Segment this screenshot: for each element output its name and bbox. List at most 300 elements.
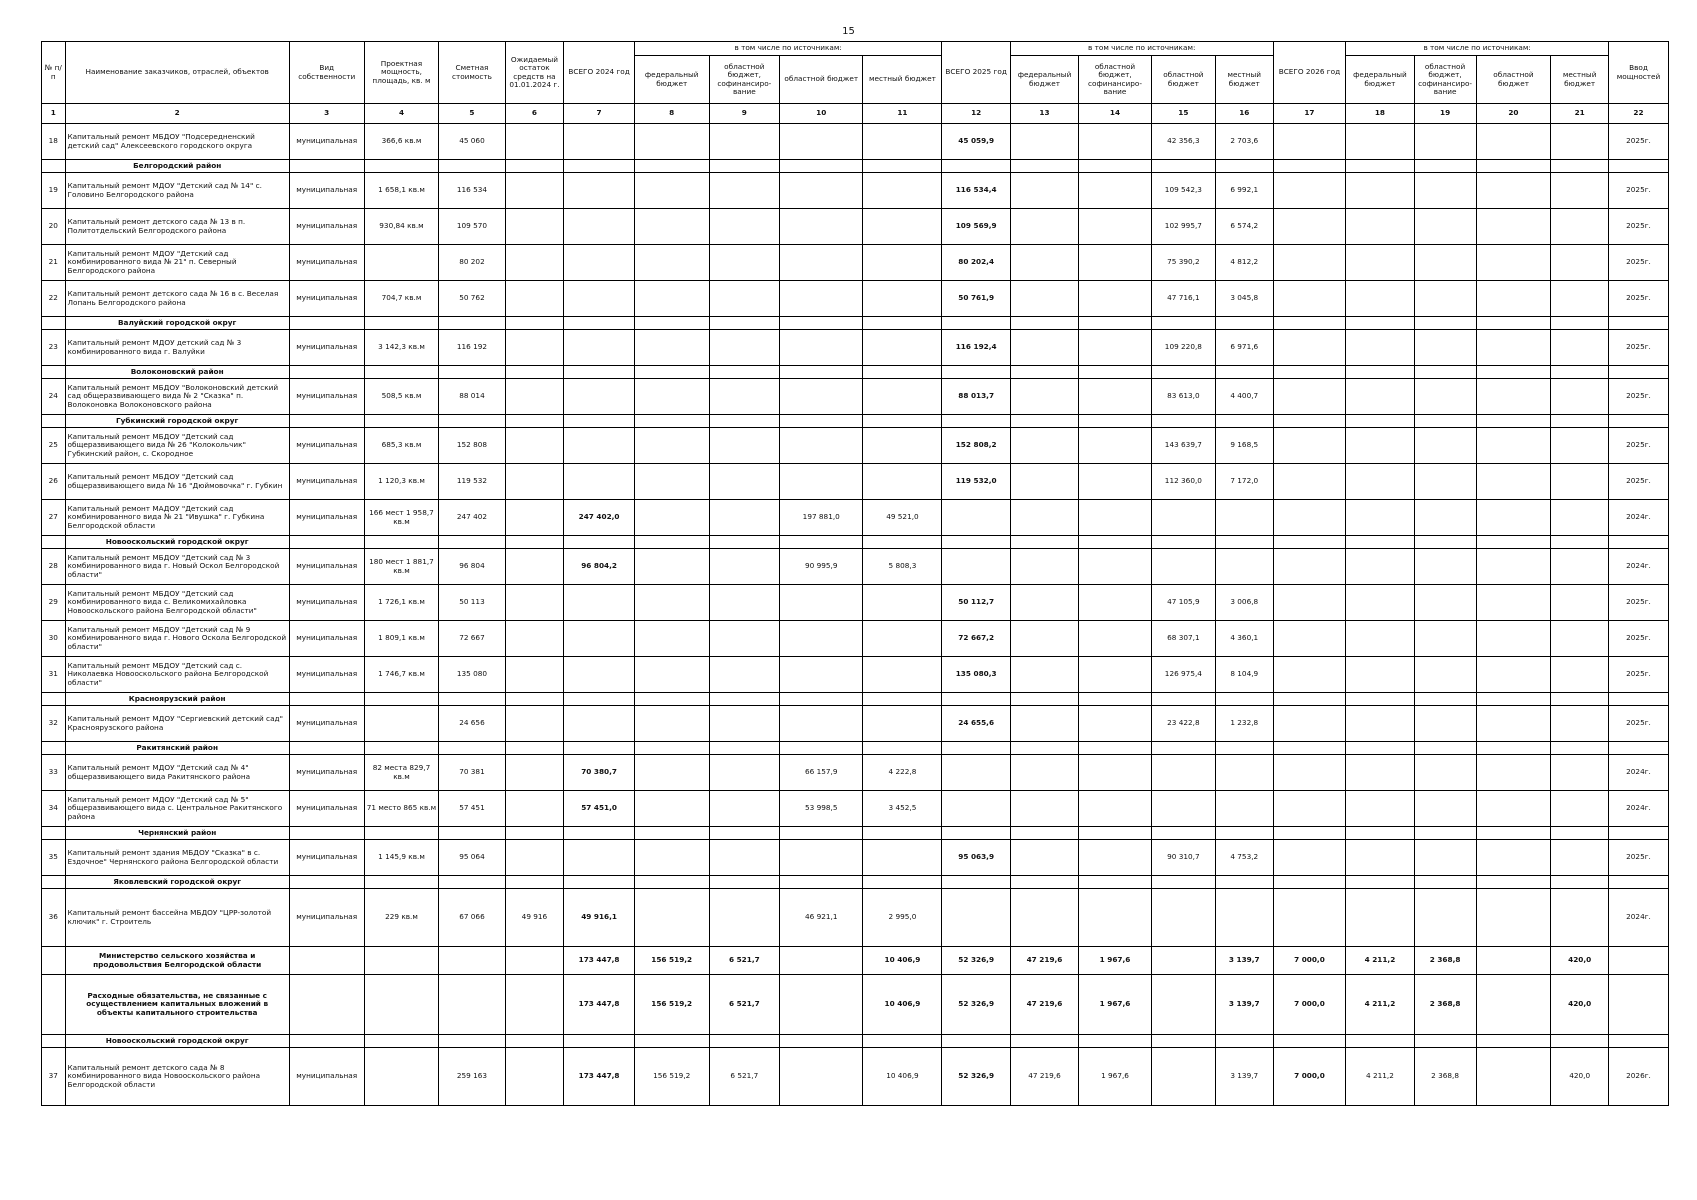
header-capacity: Проектная мощность, площадь, кв. м	[364, 42, 439, 104]
table-cell	[1414, 693, 1476, 706]
amount-cell	[634, 549, 709, 585]
object-name: Капитальный ремонт детского сада № 16 в с. Веселая Лопань Белгородского района	[65, 281, 289, 317]
intro-year-cell: 2025г.	[1609, 657, 1669, 693]
amount-cell	[634, 791, 709, 827]
amount-cell	[1414, 657, 1476, 693]
amount-cell: 80 202,4	[942, 245, 1010, 281]
object-name: Капитальный ремонт МБДОУ "Волоконовский детский сад общеразвивающего вида № 2 "Сказка" п. Волоконовка Волоконовского района	[65, 379, 289, 415]
ownership-cell: муниципальная	[289, 209, 364, 245]
amount-cell	[1346, 173, 1414, 209]
table-cell	[1151, 742, 1215, 755]
amount-cell	[1273, 549, 1346, 585]
table-cell	[1609, 1035, 1669, 1048]
amount-cell	[1414, 755, 1476, 791]
amount-cell	[1476, 1048, 1551, 1106]
amount-cell: 83 613,0	[1151, 379, 1215, 415]
table-cell	[564, 1035, 635, 1048]
table-cell	[1476, 366, 1551, 379]
amount-cell: 143 639,7	[1151, 428, 1215, 464]
table-cell	[364, 160, 439, 173]
remainder-cell	[505, 657, 564, 693]
amount-cell: 112 360,0	[1151, 464, 1215, 500]
amount-cell	[1079, 889, 1152, 947]
amount-cell	[634, 428, 709, 464]
table-cell	[1346, 876, 1414, 889]
table-cell	[780, 536, 863, 549]
amount-cell	[1010, 379, 1078, 415]
amount-cell	[863, 706, 942, 742]
district-row	[42, 536, 1669, 549]
amount-cell: 3 006,8	[1215, 585, 1273, 621]
district-row	[42, 415, 1669, 428]
amount-cell	[863, 124, 942, 160]
table-row	[42, 464, 1669, 500]
amount-cell	[634, 755, 709, 791]
column-number: 14	[1079, 104, 1152, 124]
amount-cell	[942, 549, 1010, 585]
amount-cell: 49 916,1	[564, 889, 635, 947]
intro-year-cell	[1609, 975, 1669, 1035]
amount-cell	[1079, 621, 1152, 657]
table-cell	[364, 366, 439, 379]
table-cell	[42, 317, 66, 330]
table-cell	[439, 693, 505, 706]
intro-year-cell: 2026г.	[1609, 1048, 1669, 1106]
amount-cell	[1151, 549, 1215, 585]
cost-cell	[439, 975, 505, 1035]
table-cell	[364, 536, 439, 549]
table-cell	[1551, 876, 1609, 889]
table-row	[42, 840, 1669, 876]
amount-cell	[1079, 330, 1152, 366]
amount-cell	[1273, 840, 1346, 876]
intro-year-cell: 2025г.	[1609, 330, 1669, 366]
amount-cell	[1414, 500, 1476, 536]
table-cell	[1346, 827, 1414, 840]
amount-cell	[942, 755, 1010, 791]
amount-cell	[1151, 1048, 1215, 1106]
table-cell	[863, 536, 942, 549]
amount-cell	[1414, 791, 1476, 827]
ownership-cell: муниципальная	[289, 428, 364, 464]
amount-cell: 68 307,1	[1151, 621, 1215, 657]
table-cell	[1079, 693, 1152, 706]
table-cell	[1151, 317, 1215, 330]
amount-cell	[863, 840, 942, 876]
table-cell	[505, 693, 564, 706]
district-row	[42, 160, 1669, 173]
amount-cell: 4 222,8	[863, 755, 942, 791]
amount-cell	[1079, 755, 1152, 791]
amount-cell	[1476, 209, 1551, 245]
table-cell	[780, 742, 863, 755]
table-cell	[634, 876, 709, 889]
table-cell	[364, 415, 439, 428]
amount-cell: 3 045,8	[1215, 281, 1273, 317]
amount-cell	[1346, 889, 1414, 947]
column-number: 5	[439, 104, 505, 124]
amount-cell	[564, 281, 635, 317]
row-number: 24	[42, 379, 66, 415]
district-name: Чернянский район	[65, 827, 289, 840]
amount-cell	[564, 840, 635, 876]
amount-cell	[709, 621, 780, 657]
table-row	[42, 585, 1669, 621]
cost-cell: 67 066	[439, 889, 505, 947]
amount-cell: 247 402,0	[564, 500, 635, 536]
table-cell	[1414, 160, 1476, 173]
row-number: 19	[42, 173, 66, 209]
table-cell	[1414, 742, 1476, 755]
capacity-cell	[364, 975, 439, 1035]
amount-cell	[1551, 549, 1609, 585]
amount-cell	[1079, 791, 1152, 827]
table-cell	[634, 317, 709, 330]
amount-cell: 156 519,2	[634, 975, 709, 1035]
amount-cell	[1010, 500, 1078, 536]
amount-cell	[709, 549, 780, 585]
amount-cell: 47 716,1	[1151, 281, 1215, 317]
table-cell	[634, 160, 709, 173]
capacity-cell: 1 658,1 кв.м	[364, 173, 439, 209]
amount-cell	[1273, 209, 1346, 245]
amount-cell	[1273, 428, 1346, 464]
amount-cell	[1414, 585, 1476, 621]
table-cell	[1151, 160, 1215, 173]
amount-cell	[1346, 379, 1414, 415]
amount-cell: 90 310,7	[1151, 840, 1215, 876]
remainder-cell	[505, 585, 564, 621]
table-cell	[1609, 366, 1669, 379]
amount-cell	[1476, 428, 1551, 464]
table-cell	[1151, 876, 1215, 889]
amount-cell	[1273, 585, 1346, 621]
amount-cell: 173 447,8	[564, 1048, 635, 1106]
amount-cell	[1079, 245, 1152, 281]
cost-cell: 109 570	[439, 209, 505, 245]
row-number: 35	[42, 840, 66, 876]
table-cell	[1151, 415, 1215, 428]
amount-cell	[709, 173, 780, 209]
amount-cell	[1273, 621, 1346, 657]
table-cell	[1151, 693, 1215, 706]
amount-cell	[1476, 379, 1551, 415]
column-number: 7	[564, 104, 635, 124]
header-remainder: Ожидаемый остаток средств на 01.01.2024 г.	[505, 42, 564, 104]
row-number: 30	[42, 621, 66, 657]
table-cell	[942, 693, 1010, 706]
amount-cell: 420,0	[1551, 1048, 1609, 1106]
header-federal-2025: федеральный бюджет	[1010, 56, 1078, 104]
cost-cell: 50 762	[439, 281, 505, 317]
amount-cell	[1215, 755, 1273, 791]
amount-cell	[1414, 330, 1476, 366]
table-cell	[564, 317, 635, 330]
summary-row	[42, 947, 1669, 975]
amount-cell	[634, 889, 709, 947]
table-cell	[709, 536, 780, 549]
table-cell	[1551, 160, 1609, 173]
amount-cell	[1079, 464, 1152, 500]
amount-cell	[709, 209, 780, 245]
cost-cell: 45 060	[439, 124, 505, 160]
ownership-cell: муниципальная	[289, 173, 364, 209]
table-cell	[364, 827, 439, 840]
amount-cell: 6 521,7	[709, 975, 780, 1035]
table-cell	[439, 415, 505, 428]
object-name: Капитальный ремонт МБДОУ "Детский сад № 9 комбинированного вида г. Нового Оскола Белгородской области"	[65, 621, 289, 657]
amount-cell	[1551, 245, 1609, 281]
object-name: Капитальный ремонт МДОУ "Детский сад комбинированного вида № 21" п. Северный Белгородского района	[65, 245, 289, 281]
amount-cell	[1079, 379, 1152, 415]
amount-cell: 119 532,0	[942, 464, 1010, 500]
table-cell	[709, 1035, 780, 1048]
amount-cell: 7 172,0	[1215, 464, 1273, 500]
amount-cell	[1476, 124, 1551, 160]
intro-year-cell: 2025г.	[1609, 173, 1669, 209]
table-cell	[439, 317, 505, 330]
amount-cell	[1551, 840, 1609, 876]
table-cell	[780, 827, 863, 840]
amount-cell	[1079, 706, 1152, 742]
amount-cell	[1346, 464, 1414, 500]
table-cell	[942, 415, 1010, 428]
amount-cell: 52 326,9	[942, 975, 1010, 1035]
amount-cell: 6 992,1	[1215, 173, 1273, 209]
amount-cell: 156 519,2	[634, 1048, 709, 1106]
amount-cell: 420,0	[1551, 947, 1609, 975]
amount-cell	[1476, 975, 1551, 1035]
amount-cell	[1476, 500, 1551, 536]
object-name: Капитальный ремонт МБДОУ "Детский сад общеразвивающего вида № 16 "Дюймовочка" г. Губкин	[65, 464, 289, 500]
table-cell	[1414, 536, 1476, 549]
intro-year-cell: 2025г.	[1609, 621, 1669, 657]
table-cell	[863, 827, 942, 840]
capacity-cell: 366,6 кв.м	[364, 124, 439, 160]
amount-cell	[1476, 330, 1551, 366]
table-cell	[1551, 536, 1609, 549]
cost-cell: 96 804	[439, 549, 505, 585]
table-cell	[1079, 366, 1152, 379]
amount-cell	[1346, 209, 1414, 245]
amount-cell	[1346, 124, 1414, 160]
header-ownership: Вид собственности	[289, 42, 364, 104]
table-cell	[364, 693, 439, 706]
remainder-cell	[505, 947, 564, 975]
table-row	[42, 209, 1669, 245]
amount-cell: 2 368,8	[1414, 1048, 1476, 1106]
table-cell	[364, 317, 439, 330]
ownership-cell: муниципальная	[289, 549, 364, 585]
capacity-cell: 166 мест 1 958,7 кв.м	[364, 500, 439, 536]
table-row	[42, 500, 1669, 536]
amount-cell: 6 521,7	[709, 1048, 780, 1106]
district-name: Губкинский городской округ	[65, 415, 289, 428]
amount-cell: 10 406,9	[863, 1048, 942, 1106]
amount-cell	[634, 379, 709, 415]
header-regional-2024: областной бюджет	[780, 56, 863, 104]
table-cell	[1476, 1035, 1551, 1048]
remainder-cell	[505, 840, 564, 876]
amount-cell	[1273, 245, 1346, 281]
district-row	[42, 827, 1669, 840]
amount-cell: 42 356,3	[1151, 124, 1215, 160]
table-row	[42, 889, 1669, 947]
amount-cell: 96 804,2	[564, 549, 635, 585]
object-name: Министерство сельского хозяйства и продовольствия Белгородской области	[65, 947, 289, 975]
amount-cell: 1 967,6	[1079, 1048, 1152, 1106]
district-row	[42, 876, 1669, 889]
amount-cell	[863, 428, 942, 464]
table-cell	[942, 160, 1010, 173]
header-row-1	[42, 42, 1669, 56]
table-cell	[1215, 415, 1273, 428]
table-cell	[1273, 160, 1346, 173]
amount-cell	[1151, 500, 1215, 536]
intro-year-cell: 2024г.	[1609, 755, 1669, 791]
amount-cell	[1346, 621, 1414, 657]
district-name: Новооскольский городской округ	[65, 1035, 289, 1048]
amount-cell	[1346, 791, 1414, 827]
row-number: 20	[42, 209, 66, 245]
amount-cell	[709, 379, 780, 415]
amount-cell: 4 211,2	[1346, 1048, 1414, 1106]
cost-cell: 50 113	[439, 585, 505, 621]
ownership-cell: муниципальная	[289, 330, 364, 366]
amount-cell	[1476, 464, 1551, 500]
district-name: Валуйский городской округ	[65, 317, 289, 330]
table-cell	[505, 876, 564, 889]
amount-cell	[709, 330, 780, 366]
table-cell	[1346, 693, 1414, 706]
cost-cell: 135 080	[439, 657, 505, 693]
amount-cell	[942, 889, 1010, 947]
header-name: Наименование заказчиков, отраслей, объектов	[65, 42, 289, 104]
amount-cell	[1151, 791, 1215, 827]
column-number: 9	[709, 104, 780, 124]
row-number: 18	[42, 124, 66, 160]
cost-cell: 80 202	[439, 245, 505, 281]
amount-cell	[1476, 173, 1551, 209]
amount-cell	[1346, 281, 1414, 317]
table-cell	[634, 536, 709, 549]
capacity-cell: 508,5 кв.м	[364, 379, 439, 415]
table-cell	[709, 160, 780, 173]
ownership-cell: муниципальная	[289, 281, 364, 317]
header-total-2026: ВСЕГО 2026 год	[1273, 42, 1346, 104]
amount-cell	[863, 173, 942, 209]
table-cell	[942, 827, 1010, 840]
table-cell	[42, 947, 66, 975]
table-cell	[42, 876, 66, 889]
amount-cell: 109 569,9	[942, 209, 1010, 245]
cost-cell: 88 014	[439, 379, 505, 415]
capacity-cell: 930,84 кв.м	[364, 209, 439, 245]
amount-cell	[564, 330, 635, 366]
table-cell	[1079, 876, 1152, 889]
amount-cell	[1551, 464, 1609, 500]
table-cell	[1609, 876, 1669, 889]
table-row	[42, 245, 1669, 281]
amount-cell	[1414, 379, 1476, 415]
amount-cell: 7 000,0	[1273, 975, 1346, 1035]
remainder-cell	[505, 500, 564, 536]
amount-cell	[709, 889, 780, 947]
amount-cell: 47 105,9	[1151, 585, 1215, 621]
amount-cell: 72 667,2	[942, 621, 1010, 657]
object-name: Капитальный ремонт МБДОУ "Детский сад общеразвивающего вида № 26 "Колокольчик" Губкинский район, с. Скороднoe	[65, 428, 289, 464]
table-row	[42, 379, 1669, 415]
object-name: Расходные обязательства, не связанные с осуществлением капитальных вложений в объекты капитального строительства	[65, 975, 289, 1035]
amount-cell: 95 063,9	[942, 840, 1010, 876]
table-cell	[780, 415, 863, 428]
table-cell	[1476, 827, 1551, 840]
row-number: 23	[42, 330, 66, 366]
amount-cell: 52 326,9	[942, 947, 1010, 975]
table-cell	[1609, 415, 1669, 428]
table-cell	[289, 160, 364, 173]
amount-cell: 4 812,2	[1215, 245, 1273, 281]
amount-cell	[780, 657, 863, 693]
amount-cell	[1010, 621, 1078, 657]
capacity-cell: 1 746,7 кв.м	[364, 657, 439, 693]
table-row	[42, 791, 1669, 827]
cost-cell: 95 064	[439, 840, 505, 876]
table-cell	[42, 415, 66, 428]
row-number: 33	[42, 755, 66, 791]
amount-cell: 24 655,6	[942, 706, 1010, 742]
amount-cell: 47 219,6	[1010, 975, 1078, 1035]
amount-cell	[1079, 209, 1152, 245]
table-cell	[1476, 536, 1551, 549]
table-cell	[1476, 160, 1551, 173]
table-cell	[1079, 415, 1152, 428]
table-cell	[1010, 827, 1078, 840]
table-cell	[1551, 693, 1609, 706]
amount-cell: 8 104,9	[1215, 657, 1273, 693]
table-cell	[1215, 693, 1273, 706]
table-cell	[1551, 317, 1609, 330]
remainder-cell	[505, 1048, 564, 1106]
funding-table	[41, 41, 1669, 1106]
amount-cell: 116 192,4	[942, 330, 1010, 366]
ownership-cell: муниципальная	[289, 585, 364, 621]
amount-cell: 4 211,2	[1346, 947, 1414, 975]
ownership-cell: муниципальная	[289, 464, 364, 500]
table-cell	[863, 876, 942, 889]
amount-cell	[1551, 755, 1609, 791]
ownership-cell: муниципальная	[289, 379, 364, 415]
ownership-cell: муниципальная	[289, 755, 364, 791]
remainder-cell	[505, 975, 564, 1035]
table-cell	[634, 827, 709, 840]
table-cell	[863, 317, 942, 330]
ownership-cell: муниципальная	[289, 500, 364, 536]
amount-cell	[1010, 173, 1078, 209]
amount-cell	[1079, 549, 1152, 585]
amount-cell	[863, 209, 942, 245]
amount-cell	[1273, 889, 1346, 947]
table-row	[42, 330, 1669, 366]
ownership-cell: муниципальная	[289, 1048, 364, 1106]
table-cell	[439, 827, 505, 840]
amount-cell	[709, 585, 780, 621]
intro-year-cell: 2025г.	[1609, 706, 1669, 742]
amount-cell	[780, 173, 863, 209]
intro-year-cell: 2024г.	[1609, 791, 1669, 827]
amount-cell	[863, 245, 942, 281]
amount-cell	[1551, 124, 1609, 160]
